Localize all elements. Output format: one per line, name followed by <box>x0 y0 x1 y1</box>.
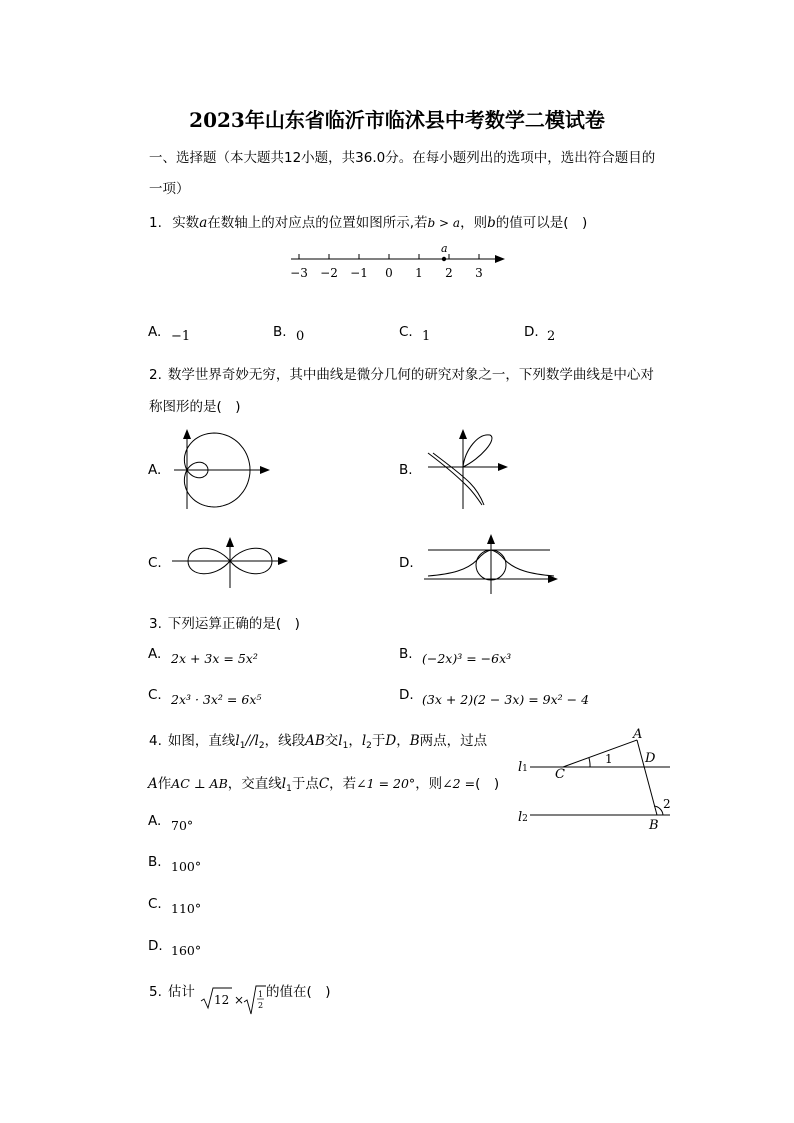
curve-d-agnesi-figure <box>422 530 562 600</box>
q2-option-d[interactable]: D. <box>399 555 414 571</box>
q3-option-c[interactable]: C. <box>148 687 162 703</box>
question-5-stem-tail: 的值在( ) <box>266 984 331 1000</box>
tick-label: 2 <box>445 266 453 280</box>
number-line-figure <box>285 240 515 290</box>
svg-text:×: × <box>234 993 245 1007</box>
tick-label: −3 <box>290 266 308 280</box>
q3-option-c-expr: 2x³ · 3x² = 6x⁵ <box>171 692 262 707</box>
q4-option-d-value: 160° <box>171 943 202 958</box>
q2-option-b[interactable]: B. <box>399 462 413 478</box>
q3-option-b-expr: (−2x)³ = −6x³ <box>422 651 512 666</box>
question-4-stem-line1: 4. 如图，直线$l_1//l_2$，线段AB交$l_1$，$l_2$于D，B两点，过点 <box>149 733 488 751</box>
q3-option-a[interactable]: A. <box>148 646 162 662</box>
svg-text:C: C <box>555 767 565 782</box>
svg-text:2: 2 <box>258 1001 264 1010</box>
q3-option-b[interactable]: B. <box>399 646 413 662</box>
svg-text:1: 1 <box>258 990 264 999</box>
q1-option-d[interactable]: D. <box>524 324 539 340</box>
q4-option-d[interactable]: D. <box>148 938 163 954</box>
q1-option-c-value: 1 <box>422 329 431 344</box>
question-2-stem-line2: 称图形的是( ) <box>149 399 241 415</box>
tick-label: 3 <box>475 266 483 280</box>
q1-option-b-value: 0 <box>296 329 305 344</box>
q4-option-a-value: 70° <box>171 818 194 833</box>
question-4-stem-line2: A作AC ⊥ AB，交直线$l_1$于点C，若∠1 = 20°，则∠2 =( ) <box>148 776 500 794</box>
q1-option-b[interactable]: B. <box>273 324 287 340</box>
section-header-line1: 一、选择题（本大题共12小题，共36.0分。在每小题列出的选项中，选出符合题目的 <box>149 150 656 166</box>
curve-b-folium-figure <box>420 425 520 515</box>
q4-option-c-value: 110° <box>171 901 202 916</box>
q4-option-b-value: 100° <box>171 859 202 874</box>
exam-title: 2023年山东省临沂市临沭县中考数学二模试卷 <box>189 108 605 132</box>
tick-label: −1 <box>350 266 368 280</box>
svg-text:A: A <box>633 727 643 742</box>
sqrt-expression <box>200 984 270 1020</box>
svg-text:D: D <box>645 751 656 766</box>
q1-option-c[interactable]: C. <box>399 324 413 340</box>
q2-option-a[interactable]: A. <box>148 462 162 478</box>
q3-option-a-expr: 2x + 3x = 5x² <box>171 651 258 666</box>
svg-text:B: B <box>649 818 659 833</box>
q1-option-d-value: 2 <box>547 329 556 344</box>
svg-text:12: 12 <box>214 993 230 1007</box>
q4-option-a[interactable]: A. <box>148 813 162 829</box>
q1-option-a-value: −1 <box>171 329 191 344</box>
q4-option-b[interactable]: B. <box>148 854 162 870</box>
curve-c-lemniscate-figure <box>170 533 300 593</box>
q4-option-c[interactable]: C. <box>148 896 162 912</box>
svg-text:l2: l2 <box>518 810 528 825</box>
q2-option-c[interactable]: C. <box>148 555 162 571</box>
section-header-line2: 一项） <box>149 181 190 197</box>
tick-label: −2 <box>320 266 338 280</box>
svg-text:l1: l1 <box>518 760 528 775</box>
q3-option-d[interactable]: D. <box>399 687 414 703</box>
q3-option-d-expr: (3x + 2)(2 − 3x) = 9x² − 4 <box>422 692 590 707</box>
question-5-stem: 5. 估计 <box>149 984 195 1000</box>
tick-label: 0 <box>385 266 393 280</box>
curve-a-limacon-figure <box>170 425 280 515</box>
point-a <box>442 257 446 261</box>
question-1-stem: 1. 实数a在数轴上的对应点的位置如图所示,若b > a，则b的值可以是( ) <box>149 215 588 231</box>
question-3-stem: 3. 下列运算正确的是( ) <box>149 616 300 632</box>
svg-text:1: 1 <box>605 752 613 766</box>
point-a-label: a <box>441 242 448 255</box>
svg-text:2: 2 <box>663 797 671 811</box>
q1-option-a[interactable]: A. <box>148 324 162 340</box>
parallel-lines-figure <box>515 725 685 835</box>
question-number: 1. <box>149 215 162 231</box>
question-2-stem-line1: 2. 数学世界奇妙无穷，其中曲线是微分几何的研究对象之一，下列数学曲线是中心对 <box>149 367 654 383</box>
tick-label: 1 <box>415 266 423 280</box>
